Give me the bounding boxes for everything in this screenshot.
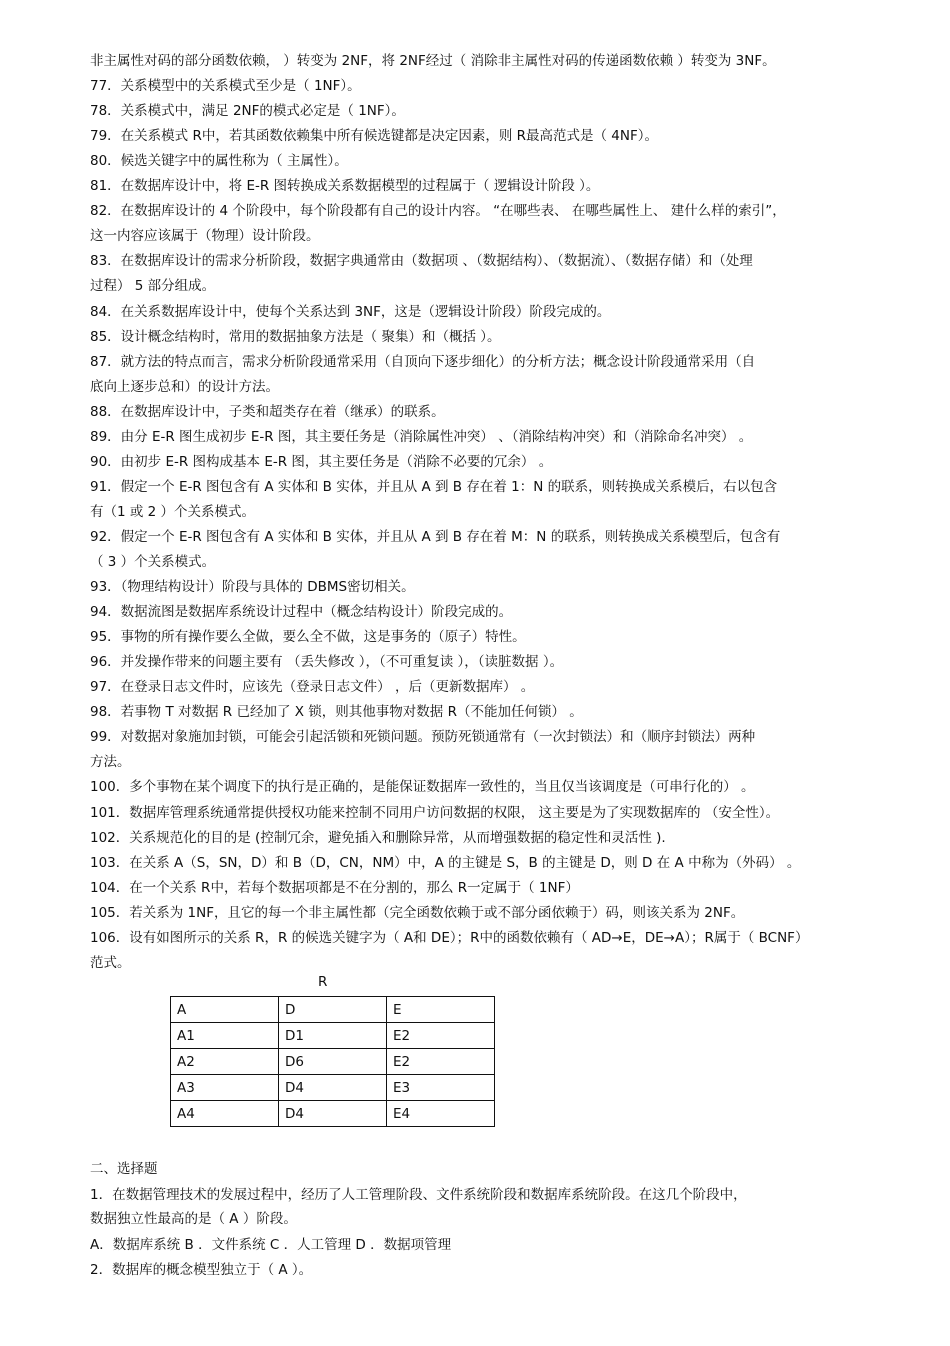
text-line: A．数据库系统 B ．文件系统 C ．人工管理 D ．数据项管理	[90, 1237, 452, 1253]
text-line: 底向上逐步总和）的设计方法。	[90, 378, 279, 395]
text-line: 92．假定一个 E-R 图包含有 A 实体和 B 实体，并且从 A 到 B 存在着 M：N 的联系，则转换成关系模型后，包含有	[90, 528, 781, 545]
table-row	[171, 1075, 495, 1101]
table-cell: A1	[171, 1023, 279, 1049]
text-line: 97．在登录日志文件时，应该先（登录日志文件） ，后（更新数据库） 。	[90, 679, 535, 696]
text-line: 100．多个事物在某个调度下的执行是正确的，是能保证数据库一致性的，当且仅当该调度是（可串行化的） 。	[90, 779, 755, 796]
text-line: 95．事物的所有操作要么全做，要么全不做，这是事务的（原子）特性。	[90, 629, 526, 646]
text-line: 84．在关系数据库设计中，使每个关系达到 3NF，这是（逻辑设计阶段）阶段完成的。	[90, 303, 611, 320]
table-cell: E2	[387, 1049, 495, 1075]
text-line: 91．假定一个 E-R 图包含有 A 实体和 B 实体，并且从 A 到 B 存在着 1：N 的联系，则转换成关系模后，右以包含	[90, 478, 778, 495]
text-line: 93．（物理结构设计）阶段与具体的 DBMS密切相关。	[90, 579, 415, 596]
table-cell: A2	[171, 1049, 279, 1075]
text-line: 105．若关系为 1NF，且它的每一个非主属性都（完全函数依赖于或不部分函依赖于）码，则该关系为 2NF。	[90, 904, 745, 921]
table-cell: E3	[387, 1075, 495, 1101]
table-cell: D4	[279, 1101, 387, 1127]
text-line: 79．在关系模式 R中，若其函数依赖集中所有候选键都是决定因素，则 R最高范式是（ 4NF）。	[90, 128, 659, 145]
text-line: 99．对数据对象施加封锁，可能会引起活锁和死锁问题。预防死锁通常有（一次封锁法）和（顺序封锁法）两种	[90, 729, 756, 746]
text-line: 过程） 5 部分组成。	[90, 278, 216, 295]
text-line: 94．数据流图是数据库系统设计过程中（概念结构设计）阶段完成的。	[90, 604, 513, 621]
text-line: 数据独立性最高的是（ A ）阶段。	[90, 1211, 297, 1227]
table-cell: D	[279, 997, 387, 1023]
table-cell: A4	[171, 1101, 279, 1127]
text-line: 87．就方法的特点而言，需求分析阶段通常采用（自顶向下逐步细化）的分析方法；概念设计阶段通常采用（自	[90, 353, 756, 370]
table-cell: E	[387, 997, 495, 1023]
text-line: 有（1 或 2 ）个关系模式。	[90, 503, 256, 520]
table-cell: D4	[279, 1075, 387, 1101]
table-cell: A3	[171, 1075, 279, 1101]
table-cell: E2	[387, 1023, 495, 1049]
text-line: 101．数据库管理系统通常提供授权功能来控制不同用户访问数据的权限， 这主要是为了实现数据库的 （安全性）。	[90, 804, 780, 821]
table-header-row	[171, 997, 495, 1023]
text-line: 2．数据库的概念模型独立于（ A ）。	[90, 1262, 313, 1278]
text-line: 非主属性对码的部分函数依赖， ）转变为 2NF，将 2NF经过（ 消除非主属性对码的传递函数依赖 ）转变为 3NF。	[90, 53, 776, 69]
text-line: 83．在数据库设计的需求分析阶段，数据字典通常由（数据项 、（数据结构）、（数据流）、（数据存储）和（处理	[90, 253, 753, 270]
text-line: 104．在一个关系 R中，若每个数据项都是不在分割的，那么 R一定属于（ 1NF）	[90, 879, 579, 896]
text-line: （ 3 ）个关系模式。	[90, 554, 216, 570]
table-cell: D1	[279, 1023, 387, 1049]
text-line: 85．设计概念结构时，常用的数据抽象方法是（ 聚集）和（概括 ）。	[90, 328, 501, 345]
table-cell: A	[171, 997, 279, 1023]
table-row	[171, 1049, 495, 1075]
text-line: 范式。	[90, 954, 131, 971]
text-line: 96．并发操作带来的问题主要有 （丢失修改 ），（不可重复读 ），（读脏数据 ）。	[90, 654, 564, 671]
text-line: 80．候选关键字中的属性称为（ 主属性）。	[90, 153, 348, 170]
table-caption: R	[318, 974, 328, 990]
text-line: 77．关系模型中的关系模式至少是（ 1NF）。	[90, 78, 361, 95]
text-line: 1．在数据管理技术的发展过程中，经历了人工管理阶段、文件系统阶段和数据库系统阶段。在这几个阶段中，	[90, 1187, 747, 1203]
text-line: 这一内容应该属于（物理）设计阶段。	[90, 228, 320, 245]
text-line: 98．若事物 T 对数据 R 已经加了 X 锁，则其他事物对数据 R（不能加任何锁） 。	[90, 704, 583, 721]
table-row	[171, 1101, 495, 1127]
text-line: 106．设有如图所示的关系 R，R 的候选关键字为（ A和 DE）；R中的函数依赖有（ AD→E，DE→A）；R属于（ BCNF）	[90, 929, 809, 946]
text-line: 方法。	[90, 754, 131, 771]
text-line: 102．关系规范化的目的是 (控制冗余，避免插入和删除异常，从而增强数据的稳定性和灵活性 ).	[90, 829, 666, 846]
text-line: 81．在数据库设计中，将 E-R 图转换成关系数据模型的过程属于（ 逻辑设计阶段 ）。	[90, 178, 600, 195]
relation-r-table	[170, 996, 495, 1127]
text-line: 103．在关系 A（S，SN，D）和 B（D，CN，NM）中，A 的主键是 S，B 的主键是 D，则 D 在 A 中称为（外码） 。	[90, 854, 801, 871]
table-cell: E4	[387, 1101, 495, 1127]
text-line: 89．由分 E-R 图生成初步 E-R 图，其主要任务是（消除属性冲突） 、（消除结构冲突）和（消除命名冲突） 。	[90, 428, 753, 445]
text-line: 82．在数据库设计的 4 个阶段中，每个阶段都有自己的设计内容。 “在哪些表、 在哪些属性上、 建什么样的索引”，	[90, 203, 786, 220]
text-line: 88．在数据库设计中，子类和超类存在着（继承）的联系。	[90, 403, 445, 420]
text-line: 78．关系模式中，满足 2NF的模式必定是（ 1NF）。	[90, 103, 405, 120]
table-row	[171, 1023, 495, 1049]
text-line: 90．由初步 E-R 图构成基本 E-R 图，其主要任务是（消除不必要的冗余） 。	[90, 453, 553, 470]
table-cell: D6	[279, 1049, 387, 1075]
section-heading: 二、选择题	[90, 1161, 158, 1177]
